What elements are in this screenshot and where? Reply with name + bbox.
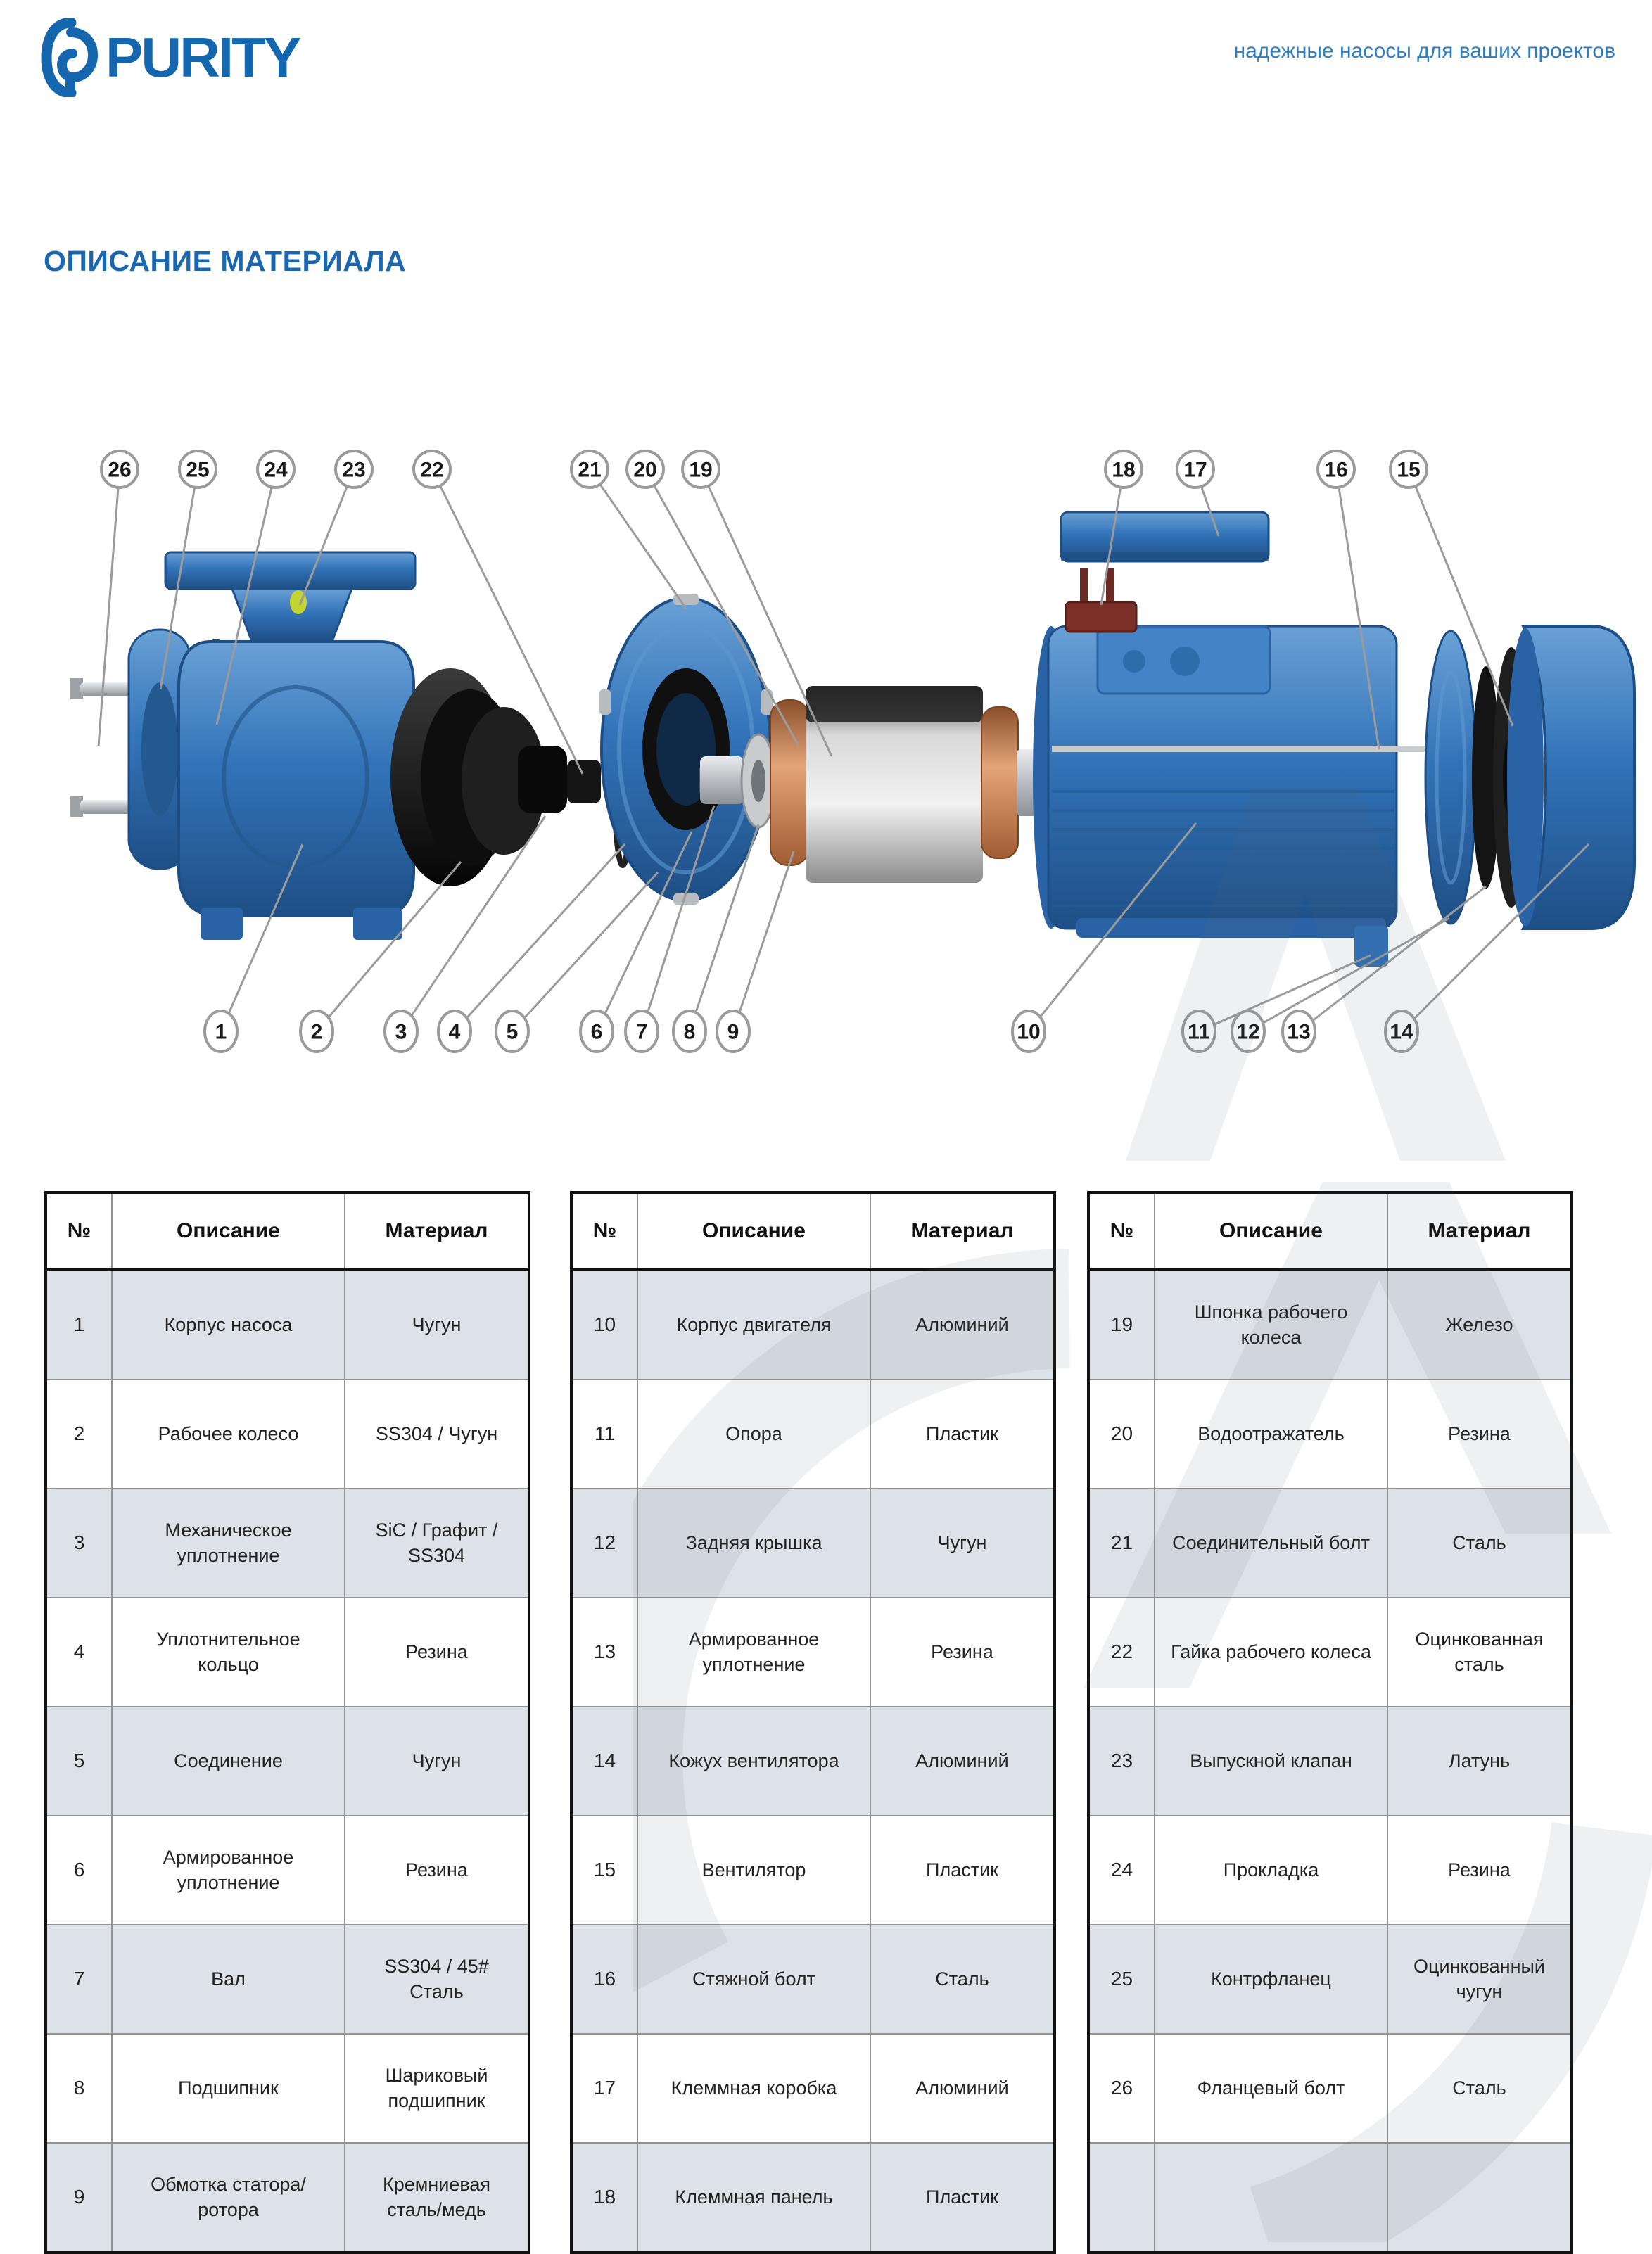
description-cell: Клеммная коробка [637,2034,870,2143]
description-cell: Выпускной клапан [1155,1707,1387,1816]
column-header: Материал [870,1192,1055,1270]
leader-line-19 [701,469,832,756]
description-cell: Армированное уплотнение [112,1816,345,1925]
material-cell: Чугун [345,1270,529,1380]
table-row [571,1270,1055,1380]
description-cell: Гайка рабочего колеса [1155,1598,1387,1707]
callout-number-14: 14 [1390,1020,1413,1044]
leader-line-9 [733,851,794,1031]
callout-number-17: 17 [1183,458,1207,482]
part-number-cell: 8 [46,2034,112,2143]
description-cell: Клеммная панель [637,2143,870,2253]
column-header: № [46,1192,112,1270]
table-row [1088,1489,1572,1598]
part-number-cell: 12 [571,1489,637,1598]
leader-line-1 [221,844,303,1031]
callout-number-1: 1 [215,1020,227,1044]
description-cell: Механическое уплотнение [112,1489,345,1598]
purity-logo [41,18,299,97]
leader-line-24 [217,469,276,725]
part-number-cell: 23 [1088,1707,1155,1816]
table-row [46,1489,529,1598]
leader-line-13 [1299,886,1486,1031]
materials-table-2 [570,1191,1053,2254]
callout-layer [0,394,1652,1104]
callout-number-25: 25 [186,458,210,482]
material-cell: Алюминий [870,1270,1055,1380]
callout-number-22: 22 [420,458,444,482]
description-cell: Вентилятор [637,1816,870,1925]
part-number-cell: 21 [1088,1489,1155,1598]
leader-line-18 [1101,469,1124,605]
material-cell: Пластик [870,1380,1055,1489]
part-number-cell: 13 [571,1598,637,1707]
part-number-cell: 15 [571,1816,637,1925]
material-cell: SiC / Графит / SS304 [345,1489,529,1598]
material-tables [0,1191,1652,2218]
leader-line-14 [1402,844,1589,1031]
part-number-cell: 11 [571,1380,637,1489]
table-row [1088,1925,1572,2034]
table-row [1088,1270,1572,1380]
callout-number-11: 11 [1188,1020,1210,1044]
table-row [46,1380,529,1489]
callout-number-16: 16 [1324,458,1348,482]
description-cell: Прокладка [1155,1816,1387,1925]
callout-number-19: 19 [689,458,713,482]
description-cell [1155,2143,1387,2253]
part-number-cell: 2 [46,1380,112,1489]
leader-line-15 [1409,469,1513,726]
callout-number-5: 5 [506,1020,519,1044]
material-cell: Сталь [1387,2034,1572,2143]
material-cell: Шариковый подшипник [345,2034,529,2143]
description-cell: Стяжной болт [637,1925,870,2034]
material-cell: Чугун [345,1707,529,1816]
table-row [1088,1380,1572,1489]
table-row [571,2034,1055,2143]
part-number-cell: 22 [1088,1598,1155,1707]
pump-exploded-diagram [0,394,1652,1104]
part-number-cell: 17 [571,2034,637,2143]
leader-line-10 [1029,823,1196,1031]
callout-number-23: 23 [342,458,366,482]
material-cell: Латунь [1387,1707,1572,1816]
table-row [46,2034,529,2143]
description-cell: Подшипник [112,2034,345,2143]
description-cell: Шпонка рабочего колеса [1155,1270,1387,1380]
table-row [46,2143,529,2253]
part-number-cell: 25 [1088,1925,1155,2034]
column-header: Материал [1387,1192,1572,1270]
material-cell: Резина [1387,1816,1572,1925]
part-number-cell: 18 [571,2143,637,2253]
callout-number-6: 6 [590,1020,603,1044]
material-cell: Сталь [1387,1489,1572,1598]
table-row [46,1816,529,1925]
part-number-cell: 19 [1088,1270,1155,1380]
description-cell: Обмотка статора/ ротора [112,2143,345,2253]
table-row [571,2143,1055,2253]
callout-number-20: 20 [633,458,657,482]
column-header: Материал [345,1192,529,1270]
leader-line-26 [99,469,120,746]
callout-number-15: 15 [1397,458,1421,482]
callout-number-8: 8 [683,1020,696,1044]
purity-logo-icon [41,18,101,97]
leader-line-2 [317,862,461,1031]
callout-number-4: 4 [448,1020,461,1044]
leader-line-21 [590,469,686,609]
material-cell: SS304 / Чугун [345,1380,529,1489]
description-cell: Корпус двигателя [637,1270,870,1380]
materials-table-grid [1087,1191,1573,2254]
material-cell: Оцинкованный чугун [1387,1925,1572,2034]
part-number-cell: 6 [46,1816,112,1925]
part-number-cell: 9 [46,2143,112,2253]
table-row [1088,1707,1572,1816]
material-cell: Алюминий [870,1707,1055,1816]
description-cell: Контрфланец [1155,1925,1387,2034]
material-cell: Чугун [870,1489,1055,1598]
materials-table-grid [44,1191,530,2254]
material-cell: Пластик [870,1816,1055,1925]
description-cell: Вал [112,1925,345,2034]
material-cell: Резина [1387,1380,1572,1489]
page-title: ОПИСАНИЕ МАТЕРИАЛА [44,245,407,277]
callout-number-10: 10 [1017,1020,1041,1044]
leader-line-8 [690,824,758,1031]
part-number-cell: 7 [46,1925,112,2034]
callout-number-7: 7 [635,1020,648,1044]
table-row [46,1707,529,1816]
part-number-cell: 5 [46,1707,112,1816]
part-number-cell: 24 [1088,1816,1155,1925]
callout-number-3: 3 [395,1020,407,1044]
materials-table-3 [1087,1191,1570,2254]
part-number-cell: 14 [571,1707,637,1816]
table-row [46,1270,529,1380]
description-cell: Опора [637,1380,870,1489]
leader-line-22 [432,469,583,774]
callout-number-13: 13 [1287,1020,1311,1044]
callout-number-24: 24 [264,458,288,482]
table-row [571,1925,1055,2034]
material-cell: Резина [345,1598,529,1707]
callout-number-2: 2 [310,1020,323,1044]
leader-line-25 [160,469,198,689]
table-row [571,1707,1055,1816]
description-cell: Соединительный болт [1155,1489,1387,1598]
part-number-cell: 3 [46,1489,112,1598]
description-cell: Фланцевый болт [1155,2034,1387,2143]
header-tagline: надежные насосы для ваших проектов [1233,39,1615,63]
description-cell: Армированное уплотнение [637,1598,870,1707]
material-cell: Резина [870,1598,1055,1707]
material-cell: Пластик [870,2143,1055,2253]
part-number-cell: 20 [1088,1380,1155,1489]
column-header: № [571,1192,637,1270]
material-cell: Сталь [870,1925,1055,2034]
table-row [571,1816,1055,1925]
material-cell [1387,2143,1572,2253]
material-cell: Кремниевая сталь/медь [345,2143,529,2253]
table-row [46,1598,529,1707]
material-cell: Резина [345,1816,529,1925]
materials-table-grid [570,1191,1056,2254]
column-header: Описание [637,1192,870,1270]
table-row [571,1598,1055,1707]
table-row [571,1489,1055,1598]
material-cell: SS304 / 45# Сталь [345,1925,529,2034]
description-cell: Задняя крышка [637,1489,870,1598]
table-row [46,1925,529,2034]
column-header: Описание [1155,1192,1387,1270]
table-row [1088,1816,1572,1925]
leader-line-7 [642,806,714,1031]
description-cell: Уплотнительное кольцо [112,1598,345,1707]
leader-line-16 [1336,469,1379,749]
leader-line-3 [401,816,545,1031]
description-cell: Водоотражатель [1155,1380,1387,1489]
table-row [1088,1598,1572,1707]
callout-number-12: 12 [1236,1020,1260,1044]
description-cell: Рабочее колесо [112,1380,345,1489]
description-cell: Корпус насоса [112,1270,345,1380]
leader-line-23 [300,469,354,605]
leader-line-20 [645,469,799,746]
materials-table-1 [44,1191,528,2254]
material-cell: Оцинкованная сталь [1387,1598,1572,1707]
leader-line-6 [597,832,692,1031]
part-number-cell [1088,2143,1155,2253]
callout-number-26: 26 [108,458,132,482]
part-number-cell: 26 [1088,2034,1155,2143]
part-number-cell: 4 [46,1598,112,1707]
column-header: № [1088,1192,1155,1270]
description-cell: Кожух вентилятора [637,1707,870,1816]
callout-number-9: 9 [727,1020,739,1044]
table-row [1088,2034,1572,2143]
purity-logo-text: PURITY [106,26,300,89]
column-header: Описание [112,1192,345,1270]
material-cell: Алюминий [870,2034,1055,2143]
leader-line-5 [512,872,658,1031]
description-cell: Соединение [112,1707,345,1816]
material-cell: Железо [1387,1270,1572,1380]
table-row [1088,2143,1572,2253]
table-row [571,1380,1055,1489]
part-number-cell: 1 [46,1270,112,1380]
callout-number-21: 21 [578,458,602,482]
part-number-cell: 10 [571,1270,637,1380]
callout-number-18: 18 [1112,458,1136,482]
part-number-cell: 16 [571,1925,637,2034]
